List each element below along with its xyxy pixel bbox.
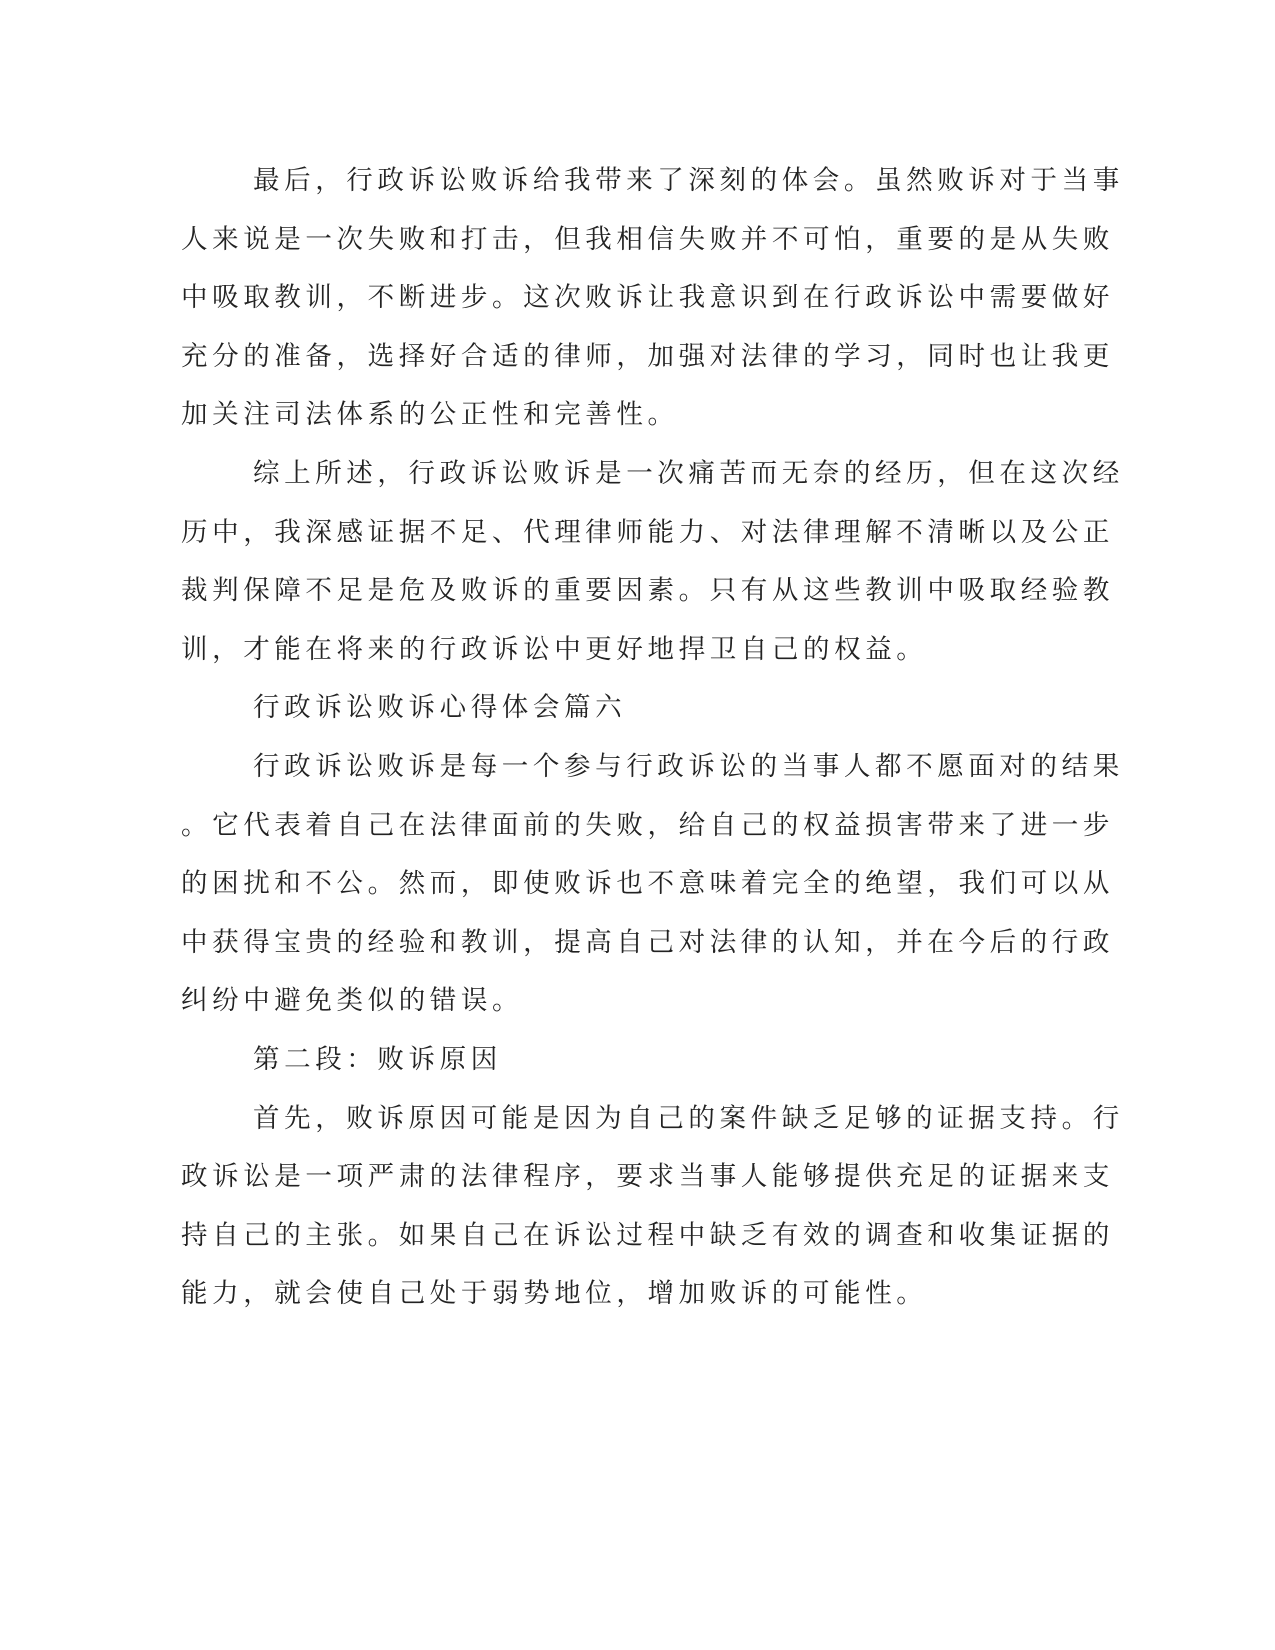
paragraph-line: 训，才能在将来的行政诉讼中更好地捍卫自己的权益。 [181, 633, 928, 665]
paragraph-line: 的困扰和不公。然而，即使败诉也不意味着完全的绝望，我们可以从 [181, 868, 1114, 900]
paragraph-line: 历中，我深感证据不足、代理律师能力、对法律理解不清晰以及公正 [181, 516, 1114, 548]
document-body [181, 152, 1124, 1324]
section-heading-part-six [181, 679, 1027, 738]
paragraph-line: 持自己的主张。如果自己在诉讼过程中缺乏有效的调查和收集证据的 [181, 1219, 1114, 1251]
paragraph-line: 能力，就会使自己处于弱势地位，增加败诉的可能性。 [181, 1278, 928, 1310]
paragraph-loss-reasons [181, 1090, 1124, 1324]
paragraph-line: 政诉讼是一项严肃的法律程序，要求当事人能够提供充足的证据来支 [181, 1161, 1114, 1193]
paragraph-line: 加关注司法体系的公正性和完善性。 [181, 399, 679, 431]
paragraph-line: 。它代表着自己在法律面前的失败，给自己的权益损害带来了进一步 [181, 809, 1114, 841]
paragraph-line: 中吸取教训，不断进步。这次败诉让我意识到在行政诉讼中需要做好 [181, 282, 1114, 314]
paragraph-line: 充分的准备，选择好合适的律师，加强对法律的学习，同时也让我更 [181, 340, 1114, 372]
paragraph-line: 行政诉讼败诉是每一个参与行政诉讼的当事人都不愿面对的结果 [253, 750, 1124, 782]
paragraph-line: 最后，行政诉讼败诉给我带来了深刻的体会。虽然败诉对于当事 [253, 165, 1124, 196]
paragraph-line: 首先，败诉原因可能是因为自己的案件缺乏足够的证据支持。行 [253, 1102, 1124, 1134]
paragraph-line: 人来说是一次失败和打击，但我相信失败并不可怕，重要的是从失败 [181, 223, 1114, 255]
section-heading: 行政诉讼败诉心得体会篇六 [253, 692, 627, 724]
paragraph-summary [181, 445, 1124, 679]
section-heading-second-part [181, 1031, 1027, 1090]
paragraph-line: 综上所述，行政诉讼败诉是一次痛苦而无奈的经历，但在这次经 [253, 457, 1124, 489]
section-heading: 第二段：败诉原因 [253, 1043, 502, 1075]
paragraph-conclusion-reflection [181, 152, 1124, 445]
paragraph-line: 中获得宝贵的经验和教训，提高自己对法律的认知，并在今后的行政 [181, 926, 1114, 958]
paragraph-line: 纠纷中避免类似的错误。 [181, 985, 524, 1017]
paragraph-line: 裁判保障不足是危及败诉的重要因素。只有从这些教训中吸取经验教 [181, 575, 1114, 607]
paragraph-introduction [181, 738, 1124, 1031]
